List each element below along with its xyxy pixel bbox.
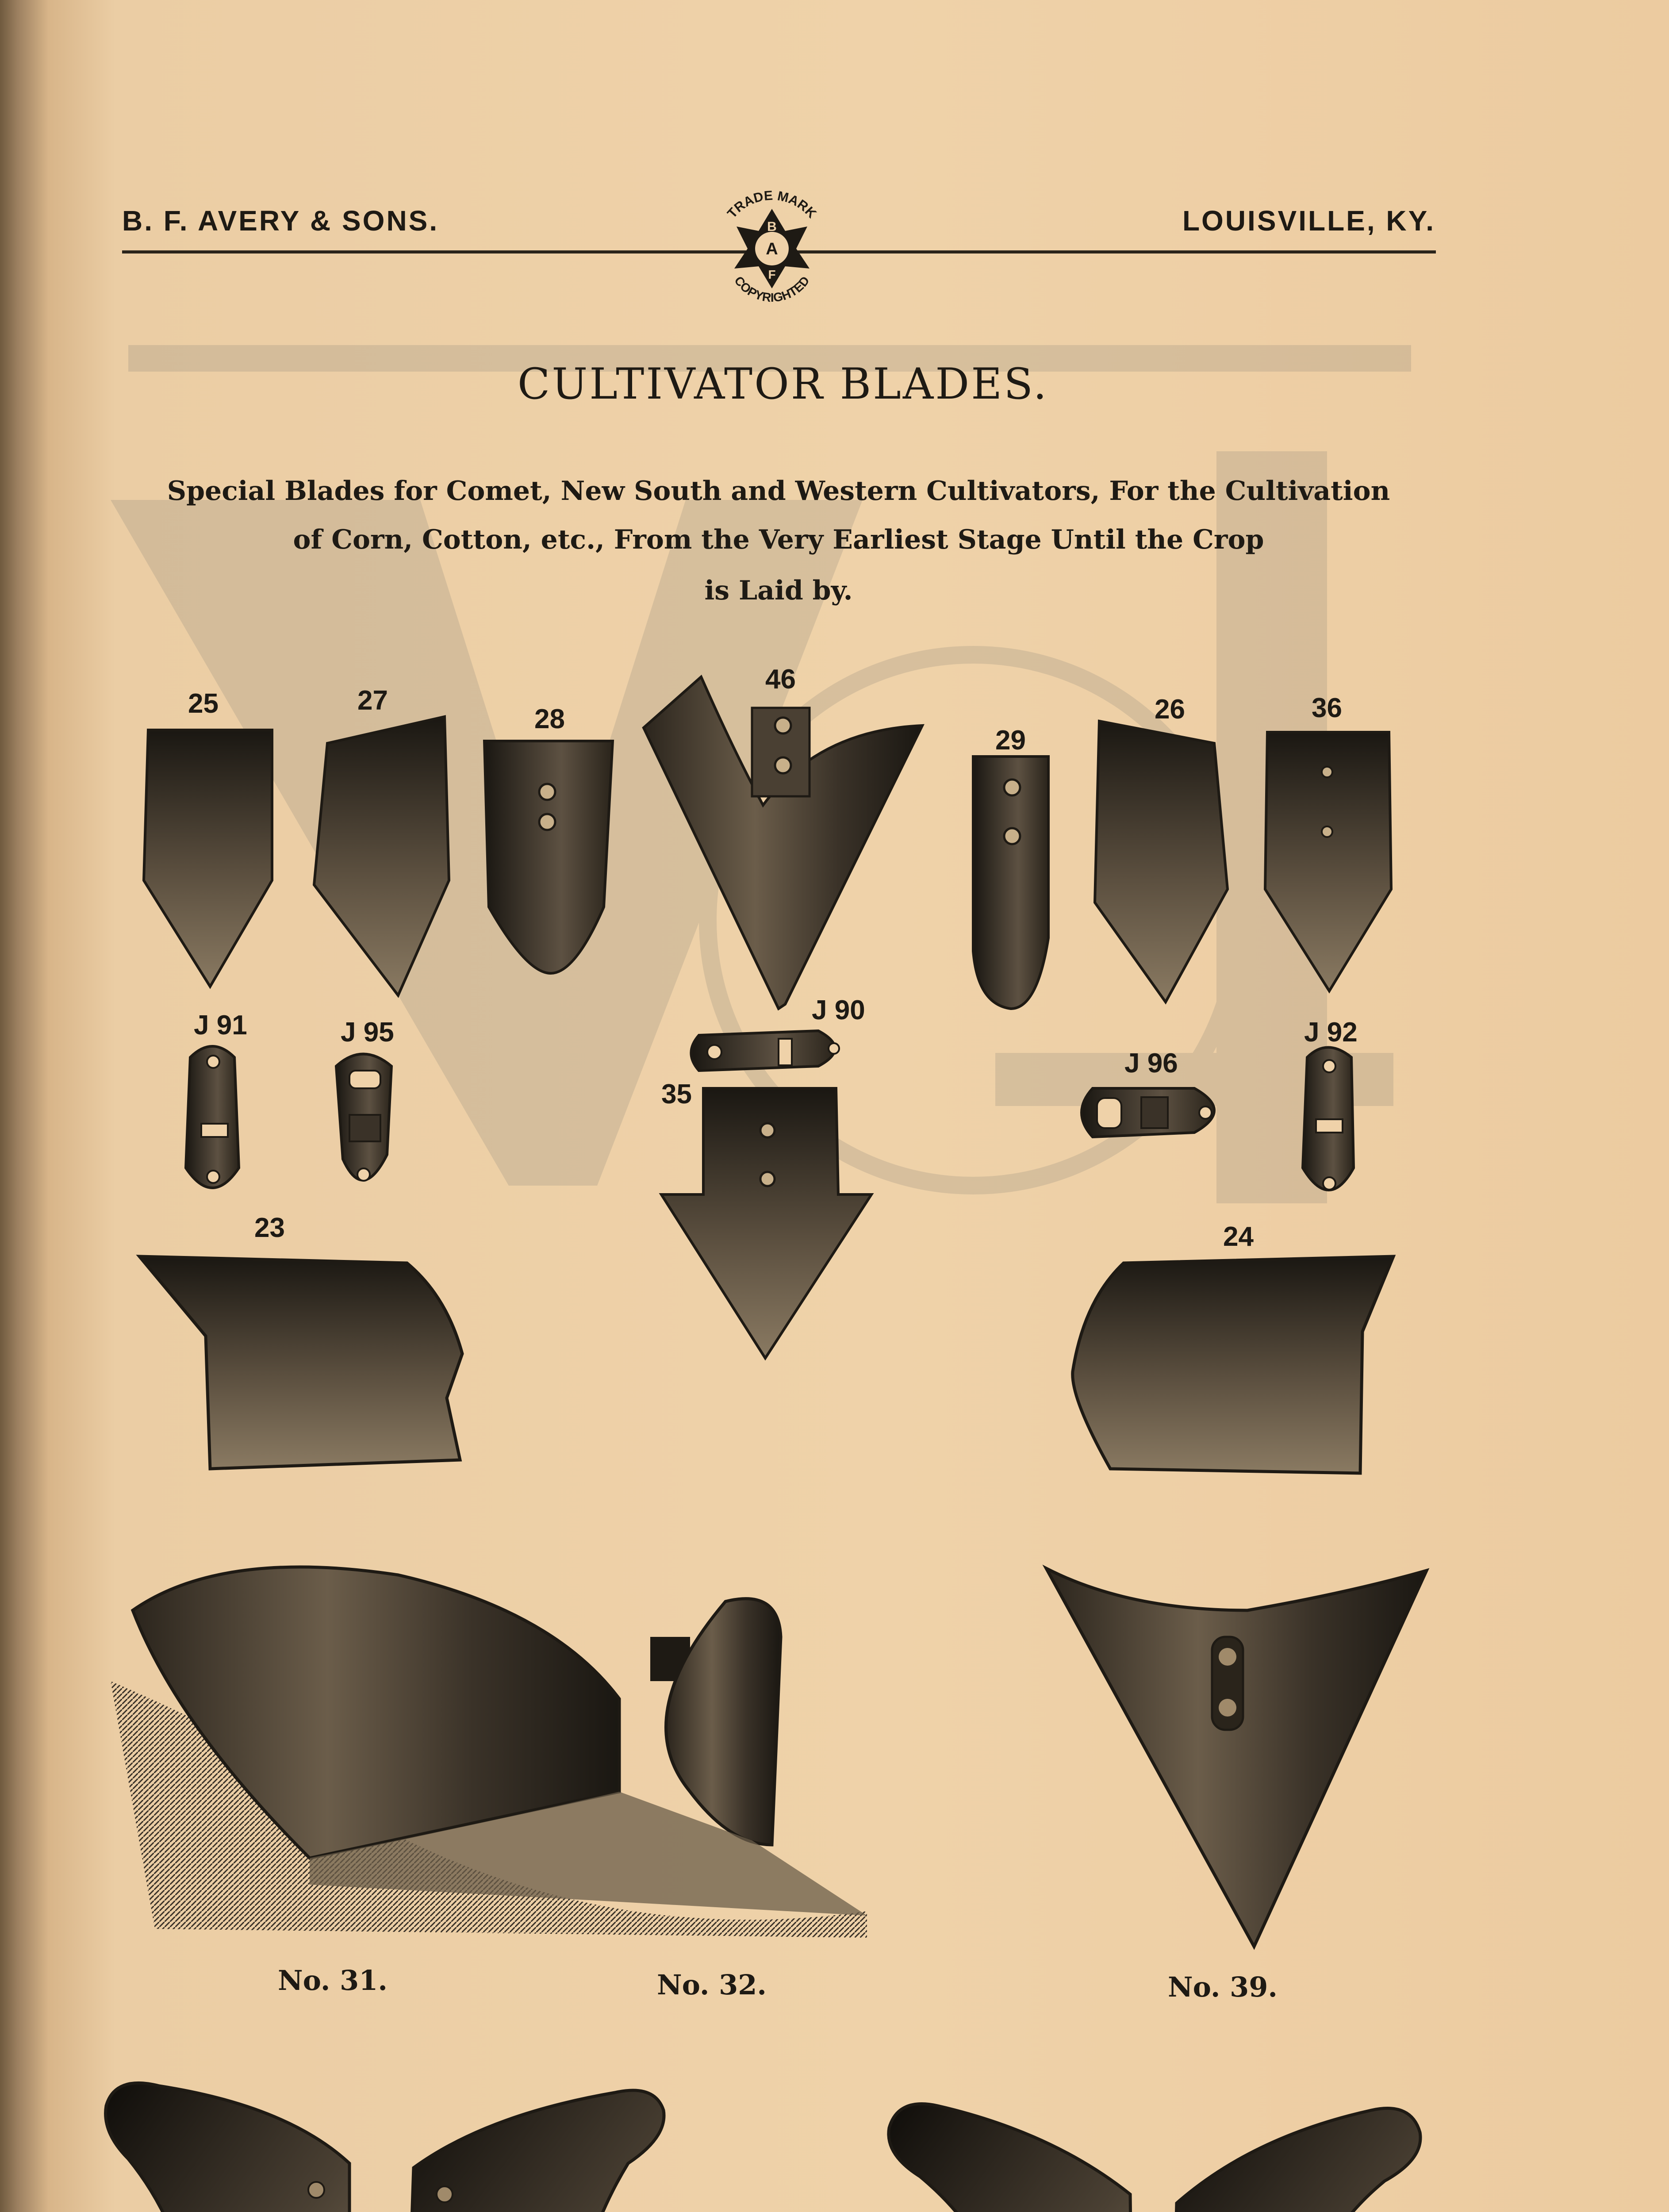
company-name: B. F. AVERY & SONS. (122, 205, 439, 237)
blade-23 (139, 1256, 462, 1469)
subtitle-line-3: is Laid by. (704, 575, 853, 606)
label-24: 24 (1223, 1221, 1254, 1252)
blade-41 (1172, 2108, 1420, 2212)
blade-28 (484, 741, 613, 973)
label-j96: J 96 (1124, 1048, 1178, 1079)
company-location: LOUISVILLE, KY. (1182, 205, 1435, 237)
trademark-bottom-text: COPYRIGHTED (732, 273, 812, 305)
blade-27 (314, 717, 449, 995)
label-j92: J 92 (1304, 1017, 1358, 1048)
trademark-top-text: TRADE MARK (725, 188, 819, 221)
label-36: 36 (1312, 693, 1342, 723)
blade-24 (1073, 1256, 1393, 1473)
label-25: 25 (188, 688, 219, 719)
trademark-letter-a: A (766, 240, 778, 258)
page-title: CULTIVATOR BLADES. (517, 359, 1049, 409)
blade-32 (666, 1599, 781, 1845)
label-29: 29 (995, 725, 1026, 756)
caption-no32: No. 32. (657, 1969, 767, 2001)
subtitle-line-2: of Corn, Cotton, etc., From the Very Earliest Stage Until the Crop (293, 524, 1264, 555)
label-27: 27 (357, 685, 388, 716)
label-46: 46 (765, 664, 796, 695)
caption-no39: No. 39. (1168, 1971, 1278, 2003)
trademark-letter-f: F (768, 268, 776, 281)
blade-39 (1046, 1568, 1427, 1947)
label-j90: J 90 (812, 995, 865, 1025)
label-j95: J 95 (341, 1017, 394, 1048)
blade-25 (144, 730, 272, 987)
subtitle-line-1: Special Blades for Comet, New South and Western Cultivators, For the Cultivation (167, 476, 1390, 507)
label-35: 35 (661, 1079, 692, 1110)
label-26: 26 (1155, 694, 1185, 725)
blade-26 (1095, 721, 1228, 1002)
trademark-letter-b: B (767, 219, 777, 234)
label-j91: J 91 (194, 1010, 247, 1041)
caption-no31: No. 31. (278, 1964, 388, 1997)
label-28: 28 (534, 704, 565, 734)
blade-40 (889, 2104, 1132, 2212)
label-23: 23 (254, 1213, 285, 1243)
